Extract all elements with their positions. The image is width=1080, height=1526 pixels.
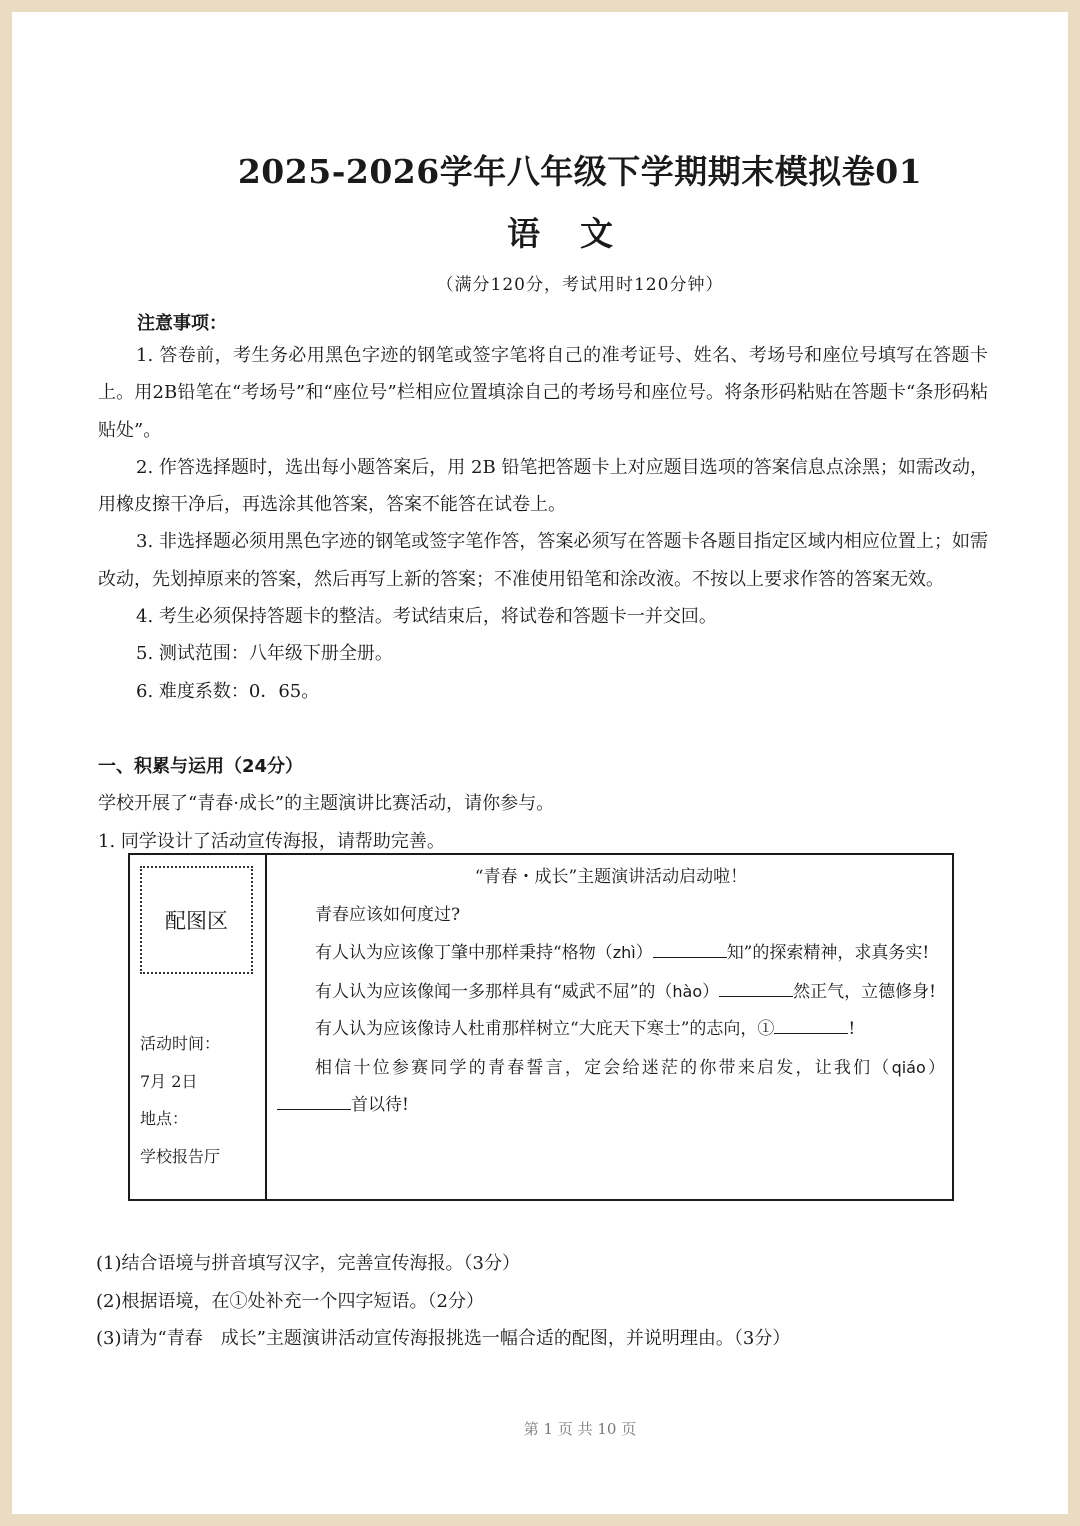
poster-paragraph bbox=[277, 934, 945, 973]
text: ! bbox=[848, 1019, 856, 1039]
page-number: 第 1 页 共 10 页 bbox=[523, 1420, 637, 1438]
poster-sidebar bbox=[130, 855, 267, 1199]
pinyin: hào bbox=[672, 981, 703, 1001]
subquestion-1: (1)结合语境与拼音填写汉字，完善宣传海报。（3分） bbox=[96, 1253, 520, 1274]
exam-title: 2025-2026学年八年级下学期期末模拟卷01 bbox=[237, 152, 923, 191]
poster-box bbox=[128, 853, 954, 1201]
answer-blank[interactable] bbox=[719, 978, 793, 997]
poster-paragraph: 青春应该如何度过? bbox=[315, 904, 461, 925]
section-intro: 学校开展了“青春·成长”的主题演讲比赛活动，请你参与。 bbox=[98, 793, 555, 814]
text: 有人认为应该像闻一多那样具有“威武不屈”的（ bbox=[315, 981, 673, 1002]
notice-list bbox=[98, 337, 988, 710]
text: ） bbox=[635, 943, 653, 963]
place-value: 学校报告厅 bbox=[140, 1146, 221, 1166]
text: 有人认为应该像诗人杜甫那样树立“大庇天下寒士”的志向，① bbox=[315, 1019, 775, 1039]
notice-item: 4. 考生必须保持答题卡的整洁。考试结束后，将试卷和答题卡一并交回。 bbox=[136, 606, 717, 628]
event-details bbox=[140, 1025, 220, 1175]
answer-blank[interactable] bbox=[774, 1015, 848, 1034]
text: 相信十位参赛同学的青春誓言，定会给迷茫的你带来启发，让我们（ bbox=[315, 1057, 892, 1078]
subquestion-3: (3)请为“青春 成长”主题演讲活动宣传海报挑选一幅合适的配图，并说明理由。（3分） bbox=[96, 1328, 791, 1349]
answer-blank[interactable] bbox=[653, 939, 727, 958]
pinyin: zhì bbox=[612, 943, 636, 962]
question-1: 1. 同学设计了活动宣传海报，请帮助完善。 bbox=[98, 831, 445, 852]
poster-paragraph bbox=[277, 1049, 945, 1125]
text: 知”的探索精神，求真务实! bbox=[726, 943, 930, 963]
place-label: 地点： bbox=[140, 1109, 189, 1128]
poster-content bbox=[277, 859, 945, 1125]
subject-title: 语文 bbox=[507, 214, 653, 253]
subquestion-2: (2)根据语境，在①处补充一个四字短语。（2分） bbox=[96, 1291, 484, 1312]
pinyin: qiáo bbox=[891, 1057, 926, 1077]
notice-item: 5. 测试范围：八年级下册全册。 bbox=[136, 643, 393, 665]
time-label: 活动时间： bbox=[140, 1034, 221, 1053]
poster-title: “青春・成长”主题演讲活动启动啦！ bbox=[474, 867, 748, 887]
text: 有人认为应该像丁肇中那样秉持“格物（ bbox=[315, 943, 613, 963]
image-placeholder: 配图区 bbox=[140, 866, 253, 974]
section-heading: 一、积累与运用（24分） bbox=[98, 756, 304, 777]
text: 然正气，立德修身! bbox=[793, 981, 936, 1002]
text: ） bbox=[925, 1057, 946, 1078]
text: ） bbox=[702, 981, 720, 1002]
answer-blank[interactable] bbox=[277, 1091, 351, 1110]
time-value: 7月 2日 bbox=[140, 1071, 198, 1091]
exam-info: （满分120分，考试用时120分钟） bbox=[436, 275, 724, 295]
notice-item: 1. 答卷前，考生务必用黑色字迹的钢笔或签字笔将自己的准考证号、姓名、考场号和座位号填写在答题卡上。用2B铅笔在“考场号”和“座位号”栏相应位置填涂自己的考场号和座位号。将条形码粘贴在答题卡“条形码粘贴处”。 bbox=[98, 345, 988, 441]
poster-paragraph bbox=[277, 973, 945, 1012]
notice-item: 6. 难度系数：0．65。 bbox=[136, 680, 320, 702]
notice-item: 3. 非选择题必须用黑色字迹的钢笔或签字笔作答，答案必须写在答题卡各题目指定区域内相应位置上；如需改动，先划掉原来的答案，然后再写上新的答案；不准使用铅笔和涂改液。不按以上要求作答的答案无效。 bbox=[98, 531, 988, 590]
text: 首以待! bbox=[351, 1095, 409, 1115]
notice-item: 2. 作答选择题时，选出每小题答案后，用 2B 铅笔把答题卡上对应题目选项的答案信息点涂黑；如需改动，用橡皮擦干净后，再选涂其他答案，答案不能答在试卷上。 bbox=[98, 456, 988, 516]
poster-paragraph bbox=[277, 1011, 945, 1049]
exam-page bbox=[12, 12, 1068, 1514]
notice-heading: 注意事项： bbox=[137, 313, 227, 334]
